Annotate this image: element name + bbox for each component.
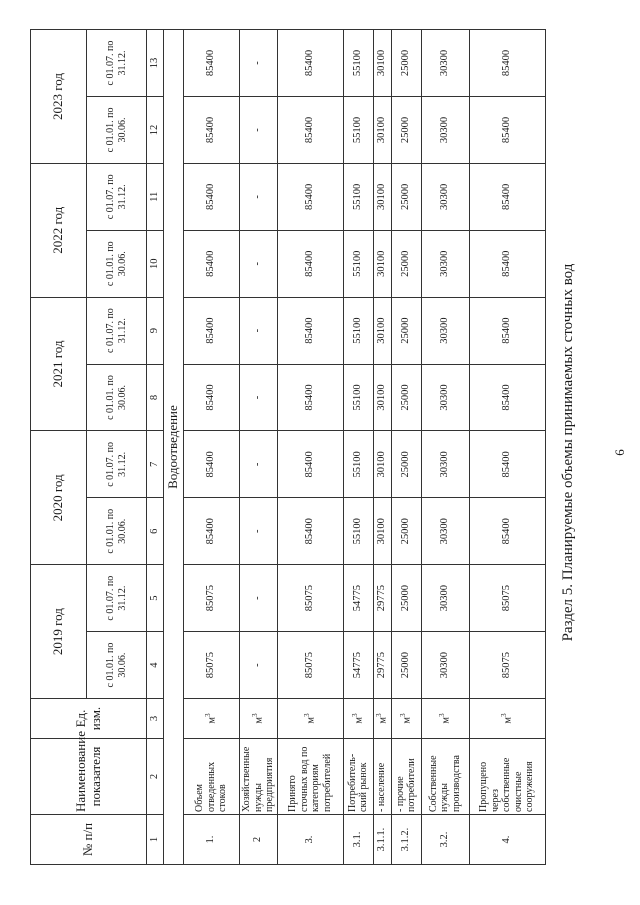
row-value: 55100 <box>343 30 373 97</box>
row-unit <box>469 699 545 739</box>
unit-exponent: 3 <box>350 713 359 717</box>
index-row <box>147 30 164 865</box>
row-value: 85075 <box>277 565 343 632</box>
table-row <box>373 30 391 865</box>
row-value: - <box>240 96 278 163</box>
row-value: - <box>240 30 278 97</box>
row-value: 30100 <box>373 431 391 498</box>
column-index: 13 <box>147 30 164 97</box>
row-value: - <box>240 565 278 632</box>
header-year-2021: 2021 год <box>31 297 87 431</box>
period-header-first-half: с 01.01. по 30.06. <box>87 96 147 163</box>
table-row <box>240 30 278 865</box>
row-value: 25000 <box>391 632 421 699</box>
row-value: - <box>240 163 278 230</box>
wastewater-volume-table <box>30 29 546 865</box>
row-value: - <box>240 230 278 297</box>
column-index: 9 <box>147 297 164 364</box>
period-header-second-half: с 01.07. по 31.12. <box>87 431 147 498</box>
row-value: 30300 <box>421 498 469 565</box>
period-header-second-half: с 01.07. по 31.12. <box>87 565 147 632</box>
row-value: 30300 <box>421 297 469 364</box>
unit-base: м <box>206 716 218 724</box>
column-index: 6 <box>147 498 164 565</box>
row-value: 85400 <box>277 297 343 364</box>
row-value: 85400 <box>469 364 545 431</box>
row-value: 85400 <box>184 163 240 230</box>
row-value: 85400 <box>184 498 240 565</box>
row-value: 25000 <box>391 163 421 230</box>
row-value: 85075 <box>277 632 343 699</box>
header-year-2019: 2019 год <box>31 565 87 699</box>
row-value: 85075 <box>184 632 240 699</box>
column-index: 1 <box>147 815 164 865</box>
row-name: Пропущено через собственные очистные сооружения <box>469 739 545 815</box>
row-value: 85075 <box>184 565 240 632</box>
column-index: 4 <box>147 632 164 699</box>
row-value: 85400 <box>469 230 545 297</box>
row-value: 85400 <box>184 431 240 498</box>
row-number: 3. <box>277 815 343 865</box>
column-index: 2 <box>147 739 164 815</box>
row-value: 85400 <box>277 163 343 230</box>
row-value: 25000 <box>391 565 421 632</box>
row-value: 30100 <box>373 297 391 364</box>
section-title: Раздел 5. Планируемые объемы принимаемых сточных вод <box>560 263 576 642</box>
table-row <box>184 30 240 865</box>
unit-exponent: 3 <box>499 713 508 717</box>
period-header-first-half: с 01.01. по 30.06. <box>87 632 147 699</box>
column-index: 10 <box>147 230 164 297</box>
table-row <box>469 30 545 865</box>
row-value: 25000 <box>391 297 421 364</box>
table-row <box>277 30 343 865</box>
column-index: 7 <box>147 431 164 498</box>
column-index: 12 <box>147 96 164 163</box>
row-value: 30100 <box>373 163 391 230</box>
row-value: 55100 <box>343 163 373 230</box>
row-number: 4. <box>469 815 545 865</box>
row-value: - <box>240 364 278 431</box>
period-header-first-half: с 01.01. по 30.06. <box>87 364 147 431</box>
row-value: 54775 <box>343 632 373 699</box>
unit-base: м <box>502 716 514 724</box>
row-number: 3.1.2. <box>391 815 421 865</box>
row-number: 2 <box>240 815 278 865</box>
row-value: 85400 <box>184 364 240 431</box>
unit-exponent: 3 <box>250 713 259 717</box>
row-number: 3.1.1. <box>373 815 391 865</box>
row-value: 30100 <box>373 364 391 431</box>
unit-exponent: 3 <box>374 713 383 717</box>
column-index: 5 <box>147 565 164 632</box>
row-value: 85400 <box>469 163 545 230</box>
row-value: 25000 <box>391 498 421 565</box>
row-unit <box>277 699 343 739</box>
unit-base: м <box>377 716 389 724</box>
row-unit <box>391 699 421 739</box>
row-name: Собственные нужды производства <box>421 739 469 815</box>
unit-base: м <box>353 716 365 724</box>
row-number: 3.1. <box>343 815 373 865</box>
row-value: 85400 <box>277 431 343 498</box>
row-value: 30300 <box>421 163 469 230</box>
row-value: 30300 <box>421 364 469 431</box>
row-number: 1. <box>184 815 240 865</box>
row-value: 85400 <box>277 230 343 297</box>
header-unit: Ед. изм. <box>31 699 147 739</box>
row-unit <box>343 699 373 739</box>
row-value: 55100 <box>343 96 373 163</box>
table-row <box>391 30 421 865</box>
row-value: 55100 <box>343 431 373 498</box>
row-value: 85400 <box>469 431 545 498</box>
unit-exponent: 3 <box>204 713 213 717</box>
row-value: 30100 <box>373 30 391 97</box>
row-value: 25000 <box>391 364 421 431</box>
column-index: 8 <box>147 364 164 431</box>
row-value: 85400 <box>469 30 545 97</box>
unit-exponent: 3 <box>302 713 311 717</box>
table-body <box>164 30 546 865</box>
row-value: 85400 <box>184 297 240 364</box>
row-value: 30300 <box>421 632 469 699</box>
period-header-second-half: с 01.07. по 31.12. <box>87 163 147 230</box>
header-year-2023: 2023 год <box>31 30 87 164</box>
unit-base: м <box>253 716 265 724</box>
row-value: - <box>240 431 278 498</box>
row-number: 3.2. <box>421 815 469 865</box>
column-index: 3 <box>147 699 164 739</box>
row-value: 25000 <box>391 230 421 297</box>
row-unit <box>184 699 240 739</box>
header-number: № п/п <box>31 815 147 865</box>
unit-base: м <box>305 716 317 724</box>
table-header <box>31 30 164 865</box>
period-header-first-half: с 01.01. по 30.06. <box>87 230 147 297</box>
row-value: 29775 <box>373 565 391 632</box>
row-value: 85400 <box>469 96 545 163</box>
header-name: Наименование показателя <box>31 739 147 815</box>
row-value: 85400 <box>469 498 545 565</box>
row-unit <box>373 699 391 739</box>
row-value: 85400 <box>277 498 343 565</box>
unit-base: м <box>440 716 452 724</box>
row-name: Потребитель-ский рынок <box>343 739 373 815</box>
row-value: 85400 <box>277 96 343 163</box>
row-value: 54775 <box>343 565 373 632</box>
row-name: Объем отведенных стоков <box>184 739 240 815</box>
unit-exponent: 3 <box>437 713 446 717</box>
row-value: 30300 <box>421 230 469 297</box>
row-value: 85400 <box>184 96 240 163</box>
row-value: 85400 <box>184 230 240 297</box>
row-value: 55100 <box>343 364 373 431</box>
row-value: 29775 <box>373 632 391 699</box>
row-value: 30100 <box>373 230 391 297</box>
row-unit <box>421 699 469 739</box>
section-label: Водоотведение <box>164 30 184 865</box>
row-value: 85400 <box>277 30 343 97</box>
header-year-2022: 2022 год <box>31 163 87 297</box>
row-value: 30300 <box>421 96 469 163</box>
row-value: 55100 <box>343 230 373 297</box>
row-value: 85400 <box>277 364 343 431</box>
row-value: 25000 <box>391 30 421 97</box>
row-value: 30100 <box>373 96 391 163</box>
table-row <box>343 30 373 865</box>
period-header-second-half: с 01.07. по 31.12. <box>87 297 147 364</box>
row-value: 25000 <box>391 96 421 163</box>
column-index: 11 <box>147 163 164 230</box>
row-value: 30300 <box>421 565 469 632</box>
row-value: - <box>240 632 278 699</box>
period-header-first-half: с 01.01. по 30.06. <box>87 498 147 565</box>
row-value: 30300 <box>421 431 469 498</box>
row-value: 85075 <box>469 632 545 699</box>
unit-exponent: 3 <box>398 713 407 717</box>
row-value: 85400 <box>184 30 240 97</box>
row-value: 85400 <box>469 297 545 364</box>
section-row <box>164 30 184 865</box>
row-value: - <box>240 297 278 364</box>
row-value: 30100 <box>373 498 391 565</box>
row-value: - <box>240 498 278 565</box>
row-name: Хозяйственные нужды предприятия <box>240 739 278 815</box>
row-value: 85075 <box>469 565 545 632</box>
row-value: 55100 <box>343 297 373 364</box>
table-row <box>421 30 469 865</box>
header-year-2020: 2020 год <box>31 431 87 565</box>
row-unit <box>240 699 278 739</box>
period-header-second-half: с 01.07. по 31.12. <box>87 30 147 97</box>
row-value: 55100 <box>343 498 373 565</box>
row-name: - население <box>373 739 391 815</box>
page-number: 6 <box>612 449 627 456</box>
row-value: 30300 <box>421 30 469 97</box>
row-value: 25000 <box>391 431 421 498</box>
row-name: Принято сточных вод по категориям потребителей <box>277 739 343 815</box>
row-name: - прочие потребители <box>391 739 421 815</box>
unit-base: м <box>401 716 413 724</box>
